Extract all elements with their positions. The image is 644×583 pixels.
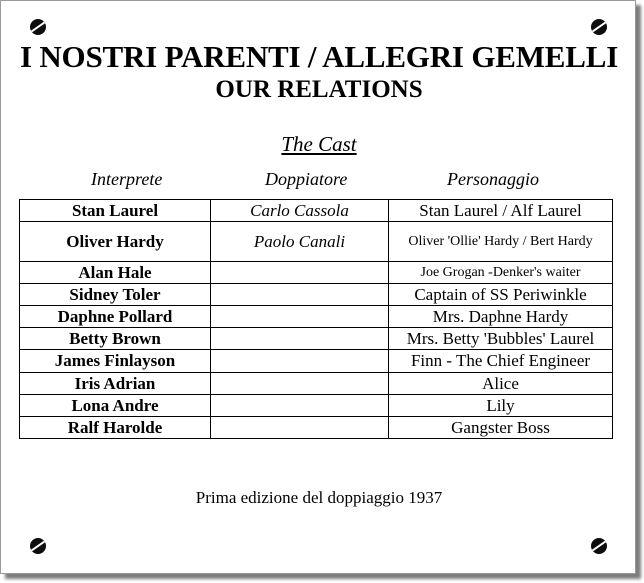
screw-bottom-left-icon — [30, 538, 46, 554]
table-row — [20, 306, 613, 328]
role-cell: Mrs. Betty 'Bubbles' Laurel — [389, 328, 613, 350]
actor-cell: Sidney Toler — [20, 284, 211, 306]
dubber-cell — [211, 328, 389, 350]
column-header-role: Personaggio — [447, 169, 539, 189]
dubber-cell: Carlo Cassola — [211, 200, 389, 222]
role-cell: Gangster Boss — [389, 417, 613, 439]
dubber-cell — [211, 306, 389, 328]
dubber-cell — [211, 284, 389, 306]
dubber-cell — [211, 262, 389, 284]
actor-cell: Alan Hale — [20, 262, 211, 284]
role-cell: Finn - The Chief Engineer — [389, 350, 613, 373]
column-header-dubber: Doppiatore — [265, 169, 348, 189]
actor-cell: Daphne Pollard — [20, 306, 211, 328]
role-cell: Joe Grogan -Denker's waiter — [389, 262, 613, 284]
actor-cell: Lona Andre — [20, 395, 211, 417]
role-cell: Captain of SS Periwinkle — [389, 284, 613, 306]
table-row — [20, 328, 613, 350]
actor-cell: Betty Brown — [20, 328, 211, 350]
role-cell: Oliver 'Ollie' Hardy / Bert Hardy — [389, 222, 613, 262]
cast-heading: The Cast — [281, 132, 357, 156]
role-cell: Lily — [389, 395, 613, 417]
table-row — [20, 262, 613, 284]
screw-top-left-icon — [30, 19, 46, 35]
actor-cell: Ralf Harolde — [20, 417, 211, 439]
role-cell: Stan Laurel / Alf Laurel — [389, 200, 613, 222]
actor-cell: James Finlayson — [20, 350, 211, 373]
screw-top-right-icon — [591, 19, 607, 35]
table-row — [20, 395, 613, 417]
actor-cell: Stan Laurel — [20, 200, 211, 222]
role-cell: Alice — [389, 373, 613, 395]
dubber-cell: Paolo Canali — [211, 222, 389, 262]
dubber-cell — [211, 417, 389, 439]
table-row — [20, 222, 613, 262]
actor-cell: Iris Adrian — [20, 373, 211, 395]
screw-bottom-right-icon — [591, 538, 607, 554]
dubber-cell — [211, 373, 389, 395]
cast-table — [19, 199, 613, 439]
table-row — [20, 417, 613, 439]
dubbing-edition-note: Prima edizione del doppiaggio 1937 — [195, 488, 443, 507]
actor-cell: Oliver Hardy — [20, 222, 211, 262]
table-row — [20, 200, 613, 222]
table-row — [20, 350, 613, 373]
table-row — [20, 284, 613, 306]
page-subtitle: OUR RELATIONS — [215, 76, 423, 103]
column-header-actor: Interprete — [91, 169, 163, 189]
page-title: I NOSTRI PARENTI / ALLEGRI GEMELLI — [19, 39, 619, 74]
dubber-cell — [211, 350, 389, 373]
dubber-cell — [211, 395, 389, 417]
table-row — [20, 373, 613, 395]
role-cell: Mrs. Daphne Hardy — [389, 306, 613, 328]
